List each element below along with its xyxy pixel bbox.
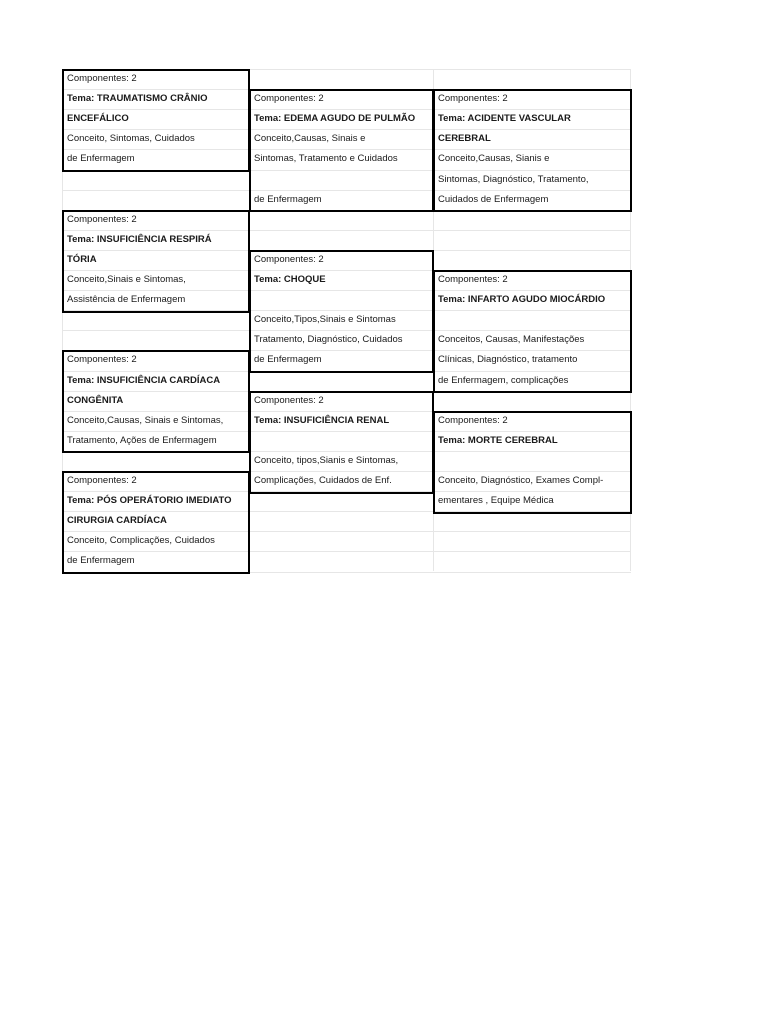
componentes-label: Componentes: 2 bbox=[254, 93, 324, 104]
tema-title: Tema: PÓS OPERÁTORIO IMEDIATO bbox=[67, 495, 232, 506]
componentes-label: Componentes: 2 bbox=[67, 475, 137, 486]
descricao-text: Conceito,Causas, Sinais e Sintomas, bbox=[67, 415, 224, 426]
descricao-text: Sintomas, Diagnóstico, Tratamento, bbox=[438, 174, 589, 185]
descricao-text: Tratamento, Ações de Enfermagem bbox=[67, 435, 217, 446]
descricao-text bbox=[434, 310, 630, 330]
descricao-text: Conceito,Tipos,Sinais e Sintomas bbox=[254, 314, 396, 325]
descricao-text: de Enfermagem bbox=[67, 153, 135, 164]
componentes-label: Componentes: 2 bbox=[67, 214, 137, 225]
tema-title: Tema: INSUFICIÊNCIA RENAL bbox=[254, 415, 390, 426]
descricao-text: de Enfermagem bbox=[67, 555, 135, 566]
tema-title: CEREBRAL bbox=[438, 133, 491, 144]
descricao-text: de Enfermagem bbox=[254, 354, 322, 365]
tema-title: CIRURGIA CARDÍACA bbox=[67, 515, 167, 526]
descricao-text: Conceito,Causas, Sinais e bbox=[254, 133, 366, 144]
descricao-text: Conceito, Sintomas, Cuidados bbox=[67, 133, 195, 144]
componentes-label: Componentes: 2 bbox=[438, 274, 508, 285]
tema-title: Tema: INSUFICIÊNCIA CARDÍACA bbox=[67, 375, 221, 386]
componentes-label: Componentes: 2 bbox=[438, 93, 508, 104]
tema-title: Tema: INSUFICIÊNCIA RESPIRÁ bbox=[67, 234, 212, 245]
descricao-text: Assistência de Enfermagem bbox=[67, 294, 186, 305]
tema-title: TÓRIA bbox=[67, 254, 97, 265]
tema-title: Tema: CHOQUE bbox=[254, 274, 326, 285]
descricao-text: Conceitos, Causas, Manifestações bbox=[438, 334, 585, 345]
gridline-horizontal bbox=[62, 572, 631, 573]
descricao-text: Conceito,Sinais e Sintomas, bbox=[67, 274, 186, 285]
tema-title: Tema: ACIDENTE VASCULAR bbox=[438, 113, 571, 124]
spreadsheet-sheet bbox=[62, 69, 631, 571]
gridline-vertical bbox=[630, 69, 631, 571]
componentes-label: Componentes: 2 bbox=[67, 73, 137, 84]
descricao-text: Sintomas, Tratamento e Cuidados bbox=[254, 153, 398, 164]
descricao-text: Clínicas, Diagnóstico, tratamento bbox=[438, 354, 578, 365]
descricao-text bbox=[250, 170, 432, 190]
tema-title: CONGÊNITA bbox=[67, 395, 124, 406]
descricao-text: Complicações, Cuidados de Enf. bbox=[254, 475, 392, 486]
descricao-text: ementares , Equipe Médica bbox=[438, 495, 554, 506]
tema-title: Tema: EDEMA AGUDO DE PULMÃO bbox=[254, 113, 416, 124]
descricao-text bbox=[250, 290, 432, 310]
componentes-label: Componentes: 2 bbox=[254, 254, 324, 265]
descricao-text: Conceito, Diagnóstico, Exames Compl- bbox=[438, 475, 604, 486]
tema-title: Tema: MORTE CEREBRAL bbox=[438, 435, 558, 446]
descricao-text: de Enfermagem, complicações bbox=[438, 375, 569, 386]
componentes-label: Componentes: 2 bbox=[67, 354, 137, 365]
descricao-text bbox=[250, 431, 432, 451]
descricao-text: Tratamento, Diagnóstico, Cuidados bbox=[254, 334, 403, 345]
tema-title: Tema: INFARTO AGUDO MIOCÁRDIO bbox=[438, 294, 606, 305]
tema-title: Tema: TRAUMATISMO CRÂNIO bbox=[67, 93, 208, 104]
descricao-text: Conceito,Causas, Sianis e bbox=[438, 153, 550, 164]
descricao-text: Cuidados de Enfermagem bbox=[438, 194, 549, 205]
tema-title: ENCEFÁLICO bbox=[67, 113, 129, 124]
componentes-label: Componentes: 2 bbox=[254, 395, 324, 406]
descricao-text: Conceito, Complicações, Cuidados bbox=[67, 535, 215, 546]
descricao-text: Conceito, tipos,Sianis e Sintomas, bbox=[254, 455, 399, 466]
descricao-text: de Enfermagem bbox=[254, 194, 322, 205]
descricao-text bbox=[434, 451, 630, 471]
componentes-label: Componentes: 2 bbox=[438, 415, 508, 426]
